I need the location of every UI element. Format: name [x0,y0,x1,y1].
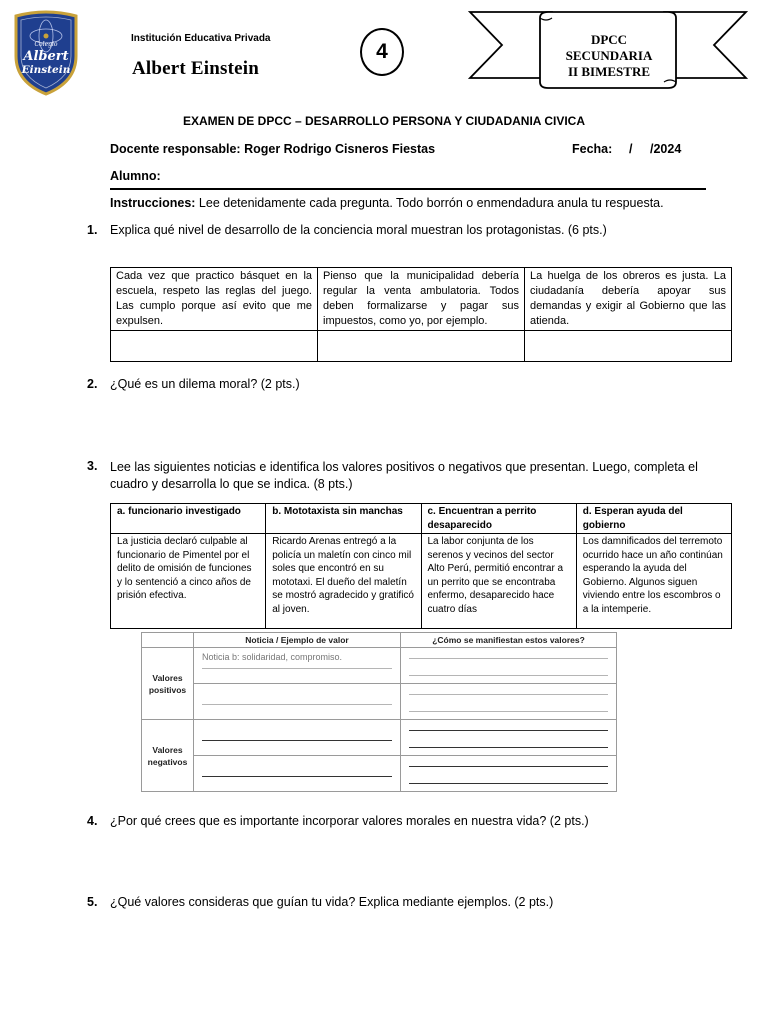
exam-title: EXAMEN DE DPCC – DESARROLLO PERSONA Y CIUDADANIA CIVICA [182,114,586,128]
institution-name: Albert Einstein [132,58,260,79]
question-5-text: ¿Qué valores consideras que guían tu vida? Explica mediante ejemplos. (2 pts.) [110,895,554,909]
news-header-a: a. funcionario investigado [111,504,266,534]
teacher-label: Docente responsable: Roger Rodrigo Cisneros Fiestas [110,142,436,156]
student-label: Alumno: [110,169,161,183]
values-col1-header: Noticia / Ejemplo de valor [194,633,401,648]
instructions-label: Instrucciones: [110,196,196,210]
banner-line-2: SECUNDARIA [565,48,653,63]
news-cell-a: La justicia declaró culpable al funcionario de Pimentel por el delito de omisión de funciones y lo sentenció a cinco años de prisión efectiva. [111,534,266,629]
answer-3-cell[interactable] [525,331,732,362]
question-1-text: Explica qué nivel de desarrollo de la conciencia moral muestran los protagonistas. (6 pts.) [110,223,607,237]
news-table [110,503,732,629]
date-slash: / [629,142,633,156]
table-row [111,534,732,629]
case-1-cell: Cada vez que practico básquet en la escuela, respeto las reglas del juego. Las cumplo porque así evito que me expulsen. [111,268,318,331]
instructions-text: Lee detenidamente cada pregunta. Todo borrón o enmendadura anula tu respuesta. [195,196,664,210]
student-name-line[interactable] [110,188,706,190]
banner-line-1: DPCC [590,32,628,47]
table-row [142,648,617,684]
exam-number-badge: 4 [360,28,404,76]
question-2-number: 2. [87,377,98,391]
values-col2-header: ¿Cómo se manifiestan estos valores? [401,633,617,648]
negative-example-cell[interactable] [194,720,401,756]
table-row [142,684,617,720]
question-1-number: 1. [87,223,98,237]
school-crest-logo [12,10,80,96]
question-4-text: ¿Por qué crees que es importante incorporar valores morales en nuestra vida? (2 pts.) [110,814,589,828]
negative-example-cell-2[interactable] [194,756,401,792]
crest-name-1: Albert [23,49,69,64]
negative-values-label: Valores negativos [142,720,194,792]
news-header-c: c. Encuentran a perrito desaparecido [421,504,576,534]
conscience-cases-table [110,267,732,362]
date-label: Fecha: [572,142,613,156]
values-table [141,632,617,792]
table-row [142,756,617,792]
news-cell-d: Los damnificados del terremoto ocurrido hace un año continúan esperando la ayuda del Gobierno. Algunos siguen viviendo entre los escombros o a la intemperie. [576,534,731,629]
example-text: Noticia b: solidaridad, compromiso. [202,652,343,662]
table-row [111,331,732,362]
table-row [142,633,617,648]
institution-label: Institución Educativa Privada [131,33,271,44]
positive-values-label: Valores positivos [142,648,194,720]
instructions [110,196,664,210]
news-cell-c: La labor conjunta de los serenos y vecinos del sector Alto Perú, permitió encontrar a un perrito que se encontraba enfermo, desaparecido hace cuatro días [421,534,576,629]
negative-how-cell-2[interactable] [401,756,617,792]
positive-how-cell-1[interactable] [401,648,617,684]
case-3-cell: La huelga de los obreros es justa. La ciudadanía debería apoyar sus demandas y exigir al Gobierno que las atienda. [525,268,732,331]
answer-1-cell[interactable] [111,331,318,362]
positive-example-cell[interactable] [194,648,401,684]
question-2-text: ¿Qué es un dilema moral? (2 pts.) [110,377,300,391]
crest-name-2: Einstein [21,64,71,76]
news-header-d: d. Esperan ayuda del gobierno [576,504,731,534]
case-2-cell: Pienso que la municipalidad debería regular la venta ambulatoria. Todos deben formalizarse y pagar sus impuestos, como yo, por ejemplo. [318,268,525,331]
date-year: /2024 [650,142,682,156]
crest-top-text: Colegio [34,41,58,48]
table-row [111,268,732,331]
question-3-number: 3. [87,459,98,473]
news-header-b: b. Mototaxista sin manchas [266,504,421,534]
values-corner-cell [142,633,194,648]
answer-2-cell[interactable] [318,331,525,362]
question-3-text: Lee las siguientes noticias e identifica los valores positivos o negativos que presentan. Luego, completa el cuadro y desarrolla lo que se indica. (8 pts.) [110,460,698,491]
positive-how-cell-2[interactable] [401,684,617,720]
news-cell-b: Ricardo Arenas entregó a la policía un maletín con cinco mil soles que encontró en su mototaxi. El dueño del maletín se mostró agradecido y gratificó al joven. [266,534,421,629]
table-row [142,720,617,756]
question-5-number: 5. [87,895,98,909]
question-4-number: 4. [87,814,98,828]
banner-line-3: II BIMESTRE [568,64,650,79]
negative-how-cell-1[interactable] [401,720,617,756]
banner-text [545,32,673,80]
table-row [111,504,732,534]
positive-example-cell-2[interactable] [194,684,401,720]
